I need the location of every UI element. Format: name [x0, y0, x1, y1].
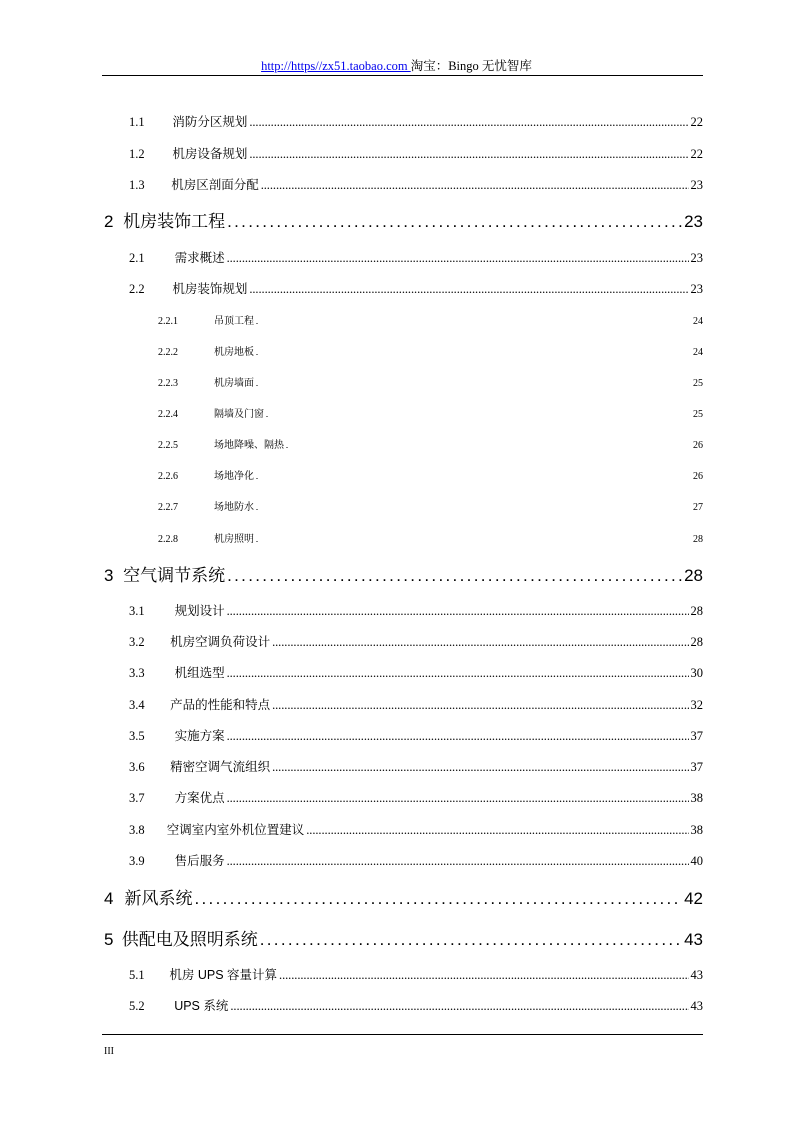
toc-entry[interactable]	[102, 884, 703, 909]
toc-entry[interactable]	[129, 695, 703, 713]
toc-entry-page: 42	[684, 889, 703, 908]
dot-leader	[256, 503, 691, 512]
toc-entry-page: 38	[690, 823, 703, 837]
toc-entry-page: 38	[690, 791, 703, 805]
toc-entry[interactable]	[129, 175, 703, 193]
toc-entry-number: 5.1	[129, 968, 145, 982]
toc-entry[interactable]	[129, 248, 703, 266]
toc-entry[interactable]	[129, 279, 703, 297]
toc-entry-title: 消防分区规划	[172, 115, 248, 129]
dot-leader	[272, 635, 688, 650]
toc-entry-title: 场地降噪、隔热	[214, 440, 284, 451]
toc-entry-title: 机房墙面	[214, 378, 254, 389]
toc-entry[interactable]	[129, 851, 703, 869]
toc-entry-page: 43	[690, 999, 703, 1013]
toc-entry-number: 3	[104, 566, 114, 585]
page-header	[0, 56, 793, 74]
toc-entry[interactable]	[158, 312, 703, 327]
dot-leader	[256, 348, 691, 357]
toc-entry-title: 场地净化	[214, 471, 254, 482]
toc-entry[interactable]	[158, 467, 703, 482]
toc-entry[interactable]	[129, 726, 703, 744]
toc-entry-page: 23	[684, 212, 703, 231]
toc-entry-title: 隔墙及门窗	[214, 409, 264, 420]
toc-entry-title: 机组选型	[174, 666, 225, 680]
dot-leader	[256, 535, 691, 544]
dot-leader	[249, 282, 688, 297]
toc-entry-title: 需求概述	[174, 251, 225, 265]
toc-entry-number: 3.1	[129, 604, 145, 618]
toc-entry-page: 37	[690, 760, 703, 774]
toc-entry-title: 机房装饰规划	[172, 282, 248, 296]
toc-entry-page: 28	[684, 566, 703, 585]
toc-entry-number: 3.2	[129, 635, 145, 649]
toc-entry-number: 2.2.8	[158, 534, 178, 545]
toc-entry-number: 3.7	[129, 791, 145, 805]
toc-entry-page: 25	[693, 378, 703, 389]
toc-entry-page: 26	[693, 440, 703, 451]
toc-entry-page: 22	[690, 115, 703, 129]
dot-leader	[227, 854, 689, 869]
toc-entry-title: 产品的性能和特点	[170, 698, 271, 712]
toc-entry-number: 2.2.5	[158, 440, 178, 451]
toc-entry-page: 43	[684, 930, 703, 949]
toc-entry-number: 3.6	[129, 760, 145, 774]
toc-entry-page: 37	[690, 729, 703, 743]
toc-entry-number: 1.3	[129, 178, 145, 192]
toc-entry-number: 3.8	[129, 823, 145, 837]
toc-entry-page: 26	[693, 471, 703, 482]
toc-entry[interactable]	[158, 374, 703, 389]
toc-entry-number: 1.1	[129, 115, 145, 129]
dot-leader	[256, 317, 691, 326]
toc-entry-page: 24	[693, 347, 703, 358]
toc-entry-title: 吊顶工程	[214, 316, 254, 327]
taobao-link[interactable]: http://https//zx51.taobao.com	[261, 59, 411, 73]
toc-entry-page: 23	[690, 178, 703, 192]
dot-leader	[266, 410, 691, 419]
toc-entry-number: 2.2	[129, 282, 145, 296]
toc-entry-number: 1.2	[129, 147, 145, 161]
dot-leader	[227, 212, 682, 232]
dot-leader	[227, 251, 689, 266]
toc-entry-title: 机房空调负荷设计	[170, 635, 271, 649]
toc-entry-page: 28	[690, 635, 703, 649]
toc-entry[interactable]	[129, 601, 703, 619]
toc-entry[interactable]	[129, 112, 703, 130]
toc-entry[interactable]	[129, 144, 703, 162]
toc-entry-page: 24	[693, 316, 703, 327]
toc-entry-page: 22	[690, 147, 703, 161]
toc-entry-number: 2	[104, 212, 114, 231]
toc-entry[interactable]	[129, 788, 703, 806]
toc-entry-title: 规划设计	[174, 604, 225, 618]
dot-leader	[256, 472, 691, 481]
toc-entry-page: 40	[690, 854, 703, 868]
toc-entry[interactable]	[158, 436, 703, 451]
toc-entry[interactable]	[158, 405, 703, 420]
dot-leader	[194, 889, 682, 909]
toc-entry[interactable]	[129, 965, 703, 983]
header-divider	[102, 75, 703, 76]
toc-entry-title: 机房 UPS 容量计算	[169, 968, 278, 982]
dot-leader	[227, 566, 682, 586]
toc-entry[interactable]	[158, 530, 703, 545]
toc-entry-title: UPS 系统	[174, 999, 229, 1013]
dot-leader	[306, 823, 688, 838]
toc-entry[interactable]	[129, 663, 703, 681]
toc-entry-number: 2.2.3	[158, 378, 178, 389]
toc-entry-number: 4	[104, 889, 114, 908]
toc-entry-number: 2.2.4	[158, 409, 178, 420]
toc-entry-page: 23	[690, 251, 703, 265]
toc-entry[interactable]	[129, 632, 703, 650]
toc-entry-number: 5.2	[129, 999, 145, 1013]
toc-entry-title: 方案优点	[174, 791, 225, 805]
toc-entry-number: 3.4	[129, 698, 145, 712]
toc-entry-title: 机房区剖面分配	[171, 178, 259, 192]
toc-entry-title: 售后服务	[174, 854, 225, 868]
toc-entry-number: 3.5	[129, 729, 145, 743]
dot-leader	[227, 791, 689, 806]
toc-entry-page: 28	[693, 534, 703, 545]
toc-entry-title: 供配电及照明系统	[121, 930, 258, 949]
toc-entry[interactable]	[129, 820, 703, 838]
toc-entry-number: 2.2.7	[158, 502, 178, 513]
toc-entry-page: 30	[690, 666, 703, 680]
toc-entry-number: 2.2.1	[158, 316, 178, 327]
toc-entry-title: 机房照明	[214, 534, 254, 545]
dot-leader	[249, 115, 688, 130]
toc-entry[interactable]	[158, 498, 703, 513]
toc-entry-title: 场地防水	[214, 502, 254, 513]
dot-leader	[261, 178, 689, 193]
dot-leader	[230, 999, 688, 1014]
dot-leader	[279, 968, 688, 983]
dot-leader	[227, 666, 689, 681]
toc-entry-number: 2.2.2	[158, 347, 178, 358]
toc-entry-title: 机房地板	[214, 347, 254, 358]
toc-entry-page: 23	[690, 282, 703, 296]
toc-entry-title: 空调室内室外机位置建议	[166, 823, 305, 837]
toc-entry[interactable]	[129, 996, 703, 1014]
toc-entry-title: 精密空调气流组织	[170, 760, 271, 774]
toc-entry[interactable]	[102, 925, 703, 950]
toc-entry-title: 新风系统	[124, 889, 193, 908]
toc-entry-page: 32	[690, 698, 703, 712]
toc-entry[interactable]	[129, 757, 703, 775]
toc-entry-title: 机房装饰工程	[123, 212, 226, 231]
toc-entry-number: 2.1	[129, 251, 145, 265]
dot-leader	[260, 930, 682, 950]
dot-leader	[272, 760, 688, 775]
dot-leader	[227, 604, 689, 619]
dot-leader	[227, 729, 689, 744]
toc-entry-number: 3.3	[129, 666, 145, 680]
dot-leader	[256, 379, 691, 388]
toc-entry-number: 2.2.6	[158, 471, 178, 482]
dot-leader	[286, 441, 691, 450]
toc-entry-page: 25	[693, 409, 703, 420]
dot-leader	[272, 698, 688, 713]
toc-entry[interactable]	[102, 207, 703, 232]
toc-entry[interactable]	[102, 561, 703, 586]
dot-leader	[249, 147, 688, 162]
toc-entry[interactable]	[158, 343, 703, 358]
toc-entry-title: 实施方案	[174, 729, 225, 743]
toc-entry-number: 5	[104, 930, 114, 949]
toc-entry-title: 空气调节系统	[123, 566, 226, 585]
toc-entry-page: 43	[690, 968, 703, 982]
footer-divider	[102, 1034, 703, 1035]
toc-entry-page: 27	[693, 502, 703, 513]
toc-entry-title: 机房设备规划	[172, 147, 248, 161]
toc-entry-page: 28	[690, 604, 703, 618]
shop-name: 淘宝：Bingo 无忧智库	[410, 59, 532, 73]
toc-entry-number: 3.9	[129, 854, 145, 868]
page-number: III	[104, 1046, 114, 1057]
